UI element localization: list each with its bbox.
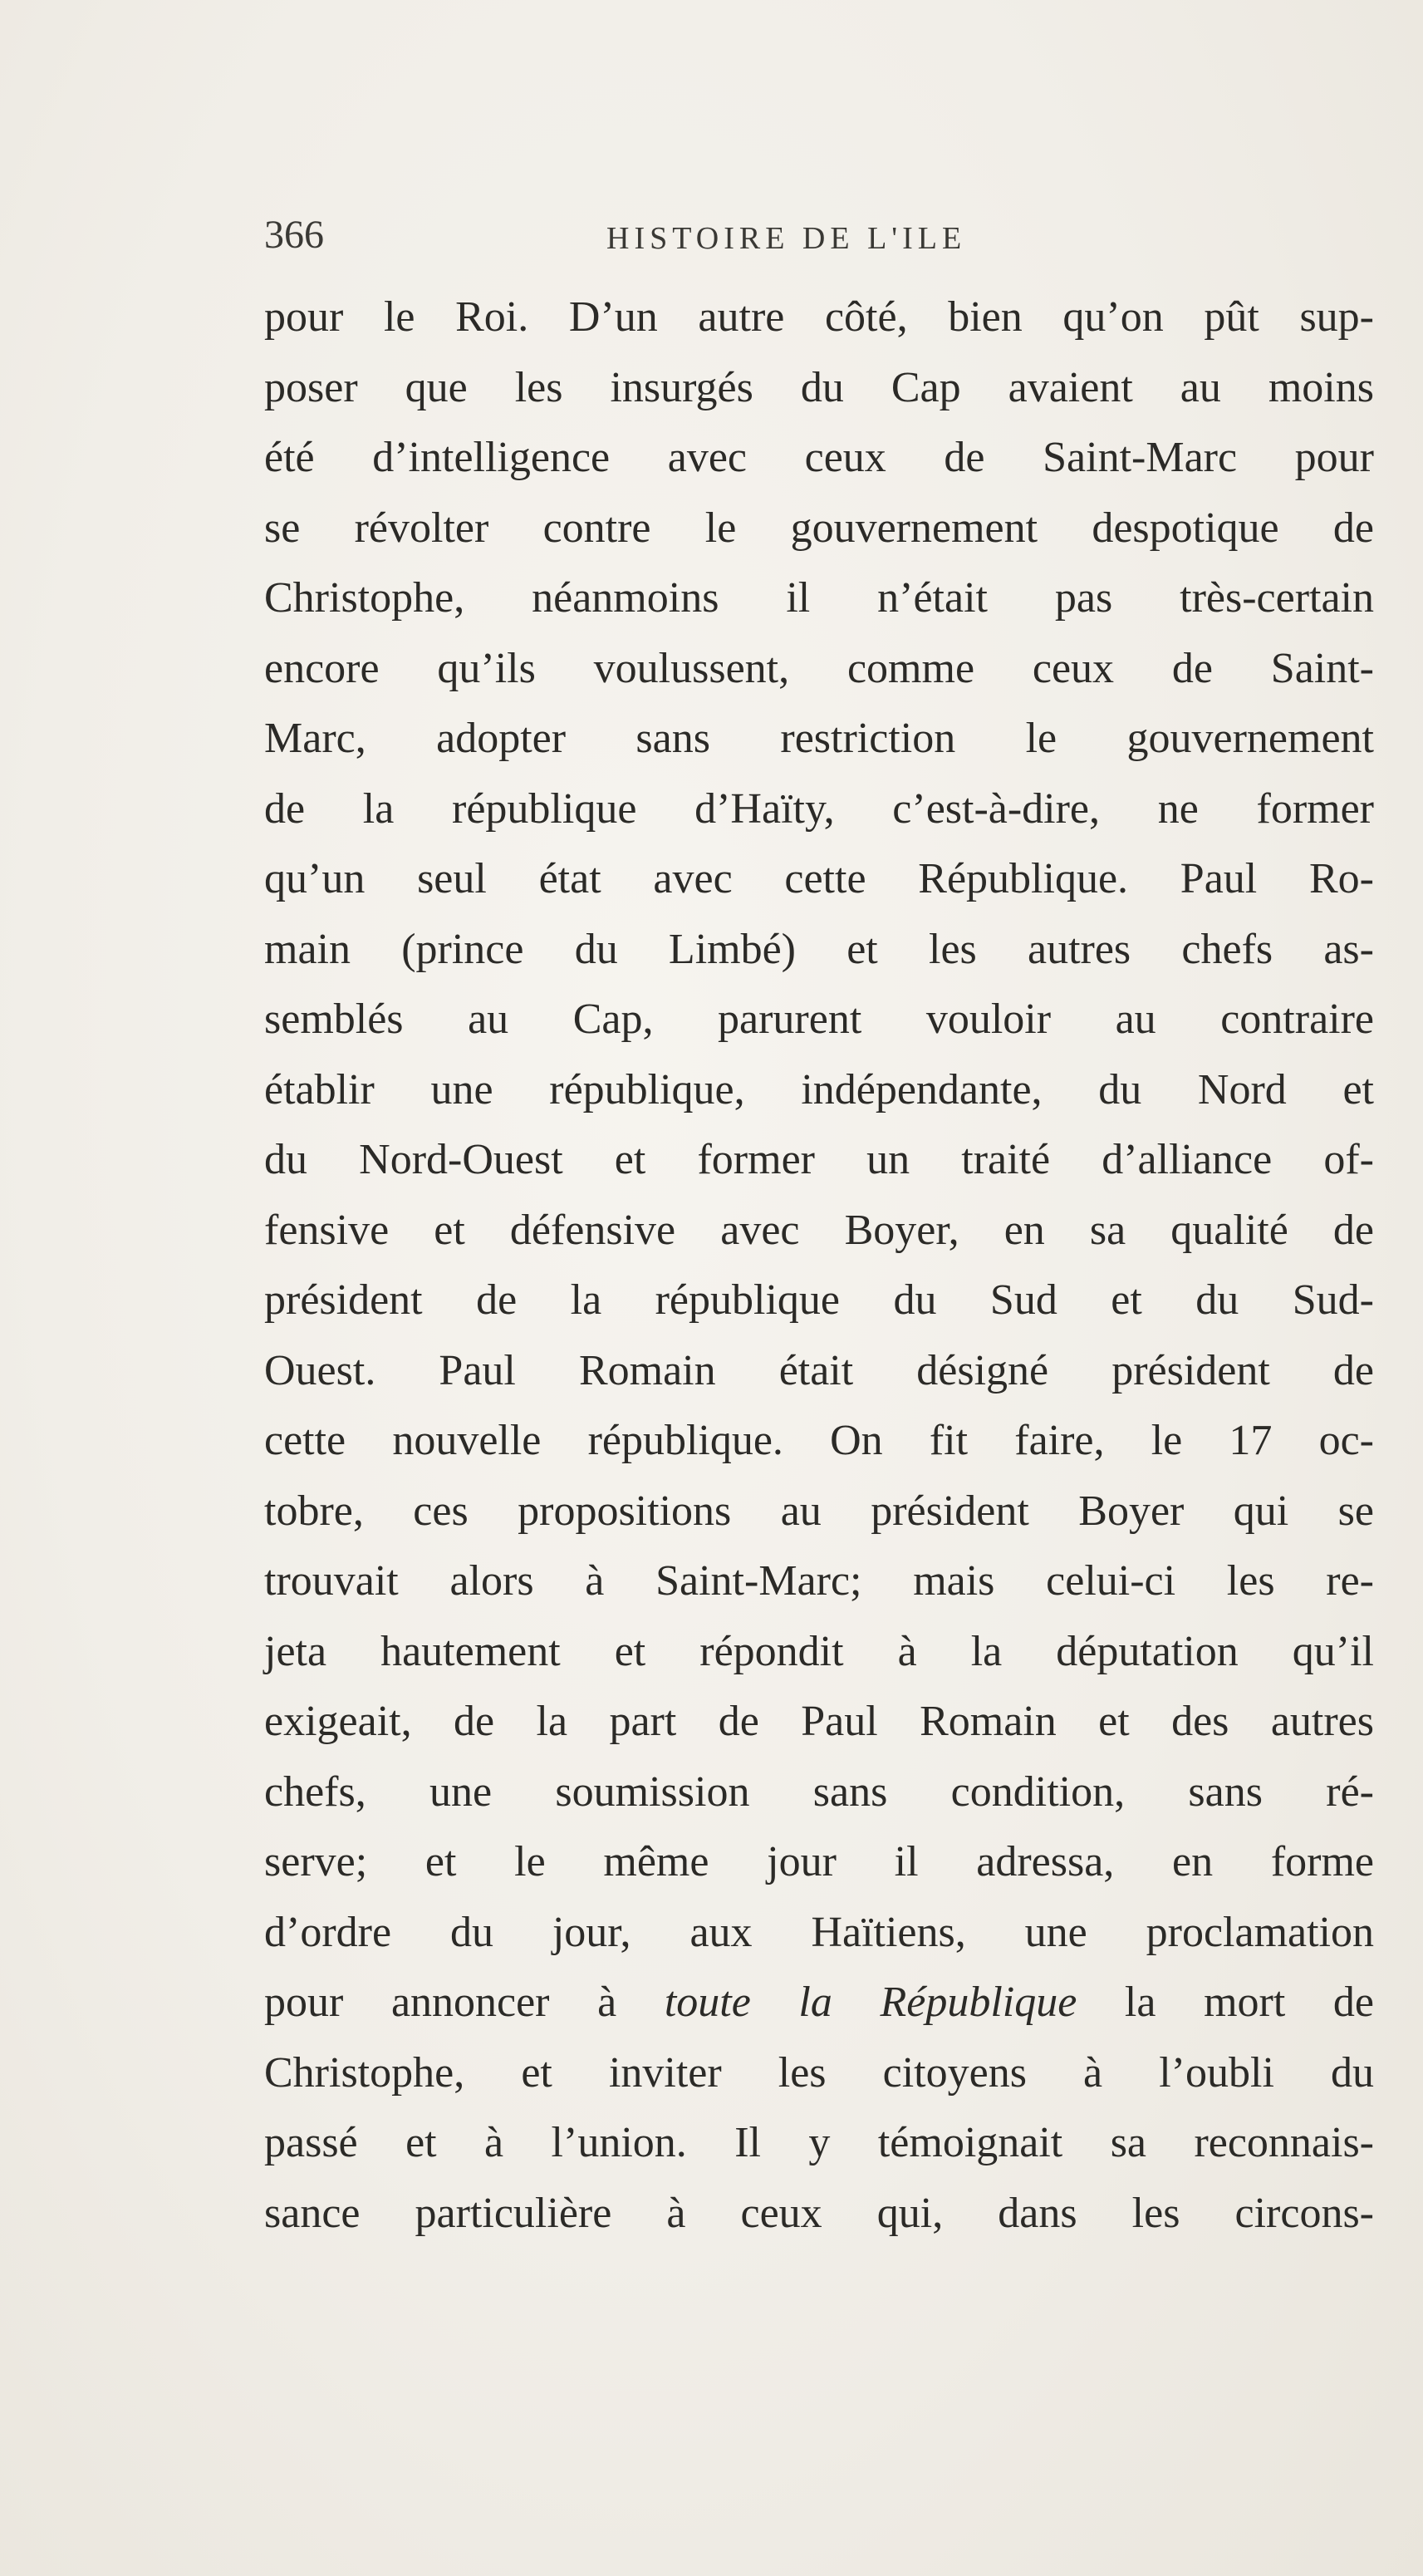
running-title: HISTOIRE DE L'ILE [606, 221, 967, 256]
text-line: tobre, ces propositions au président Boyer qui se [264, 1487, 1374, 1535]
text-line: été d’intelligence avec ceux de Saint-Marc pour [264, 434, 1374, 481]
text-line: Marc, adopter sans restriction le gouvernement [264, 715, 1374, 762]
text-line: Christophe, néanmoins il n’était pas très-certain [264, 574, 1374, 622]
text-line: serve; et le même jour il adressa, en forme [264, 1838, 1374, 1885]
text-line: se révolter contre le gouvernement despotique de [264, 504, 1374, 552]
text-line: cette nouvelle république. On fit faire, le 17 oc- [264, 1417, 1374, 1464]
text-line: poser que les insurgés du Cap avaient au moins [264, 363, 1374, 411]
text-line: sance particulière à ceux qui, dans les circons- [264, 2189, 1374, 2237]
body-text [264, 283, 1374, 2249]
text-line: passé et à l’union. Il y témoignait sa reconnais- [264, 2119, 1374, 2166]
text-line: qu’un seul état avec cette République. Paul Ro- [264, 855, 1374, 902]
text-line: jeta hautement et répondit à la députation qu’il [264, 1627, 1374, 1675]
text-line: fensive et défensive avec Boyer, en sa qualité de [264, 1206, 1374, 1254]
text-line: pour le Roi. D’un autre côté, bien qu’on pût sup- [264, 293, 1374, 341]
text-line: d’ordre du jour, aux Haïtiens, une proclamation [264, 1908, 1374, 1956]
text-line: exigeait, de la part de Paul Romain et des autres [264, 1698, 1374, 1745]
text-line [264, 1968, 1374, 2038]
text-line: chefs, une soumission sans condition, sans ré- [264, 1767, 1374, 1816]
text-line: main (prince du Limbé) et les autres chefs as- [264, 925, 1374, 973]
text-line: Ouest. Paul Romain était désigné président de [264, 1346, 1374, 1394]
text-line: encore qu’ils voulussent, comme ceux de Saint- [264, 644, 1374, 692]
page-number: 366 [264, 213, 324, 257]
text-line: établir une république, indépendante, du Nord et [264, 1065, 1374, 1113]
text-line: Christophe, et inviter les citoyens à l’oubli du [264, 2048, 1374, 2097]
italic-phrase: toute la République [664, 1979, 1077, 2026]
line-segment: la mort de [1077, 1979, 1374, 2026]
line-segment: pour annoncer à [264, 1979, 665, 2026]
text-line: semblés au Cap, parurent vouloir au contraire [264, 995, 1374, 1043]
running-head [264, 212, 1003, 262]
text-line: du Nord-Ouest et former un traité d’alliance of- [264, 1136, 1374, 1183]
text-line: trouvait alors à Saint-Marc; mais celui-ci les re- [264, 1557, 1374, 1605]
text-line: président de la république du Sud et du Sud- [264, 1276, 1374, 1324]
text-line: de la république d’Haïty, c’est-à-dire, ne former [264, 784, 1374, 833]
